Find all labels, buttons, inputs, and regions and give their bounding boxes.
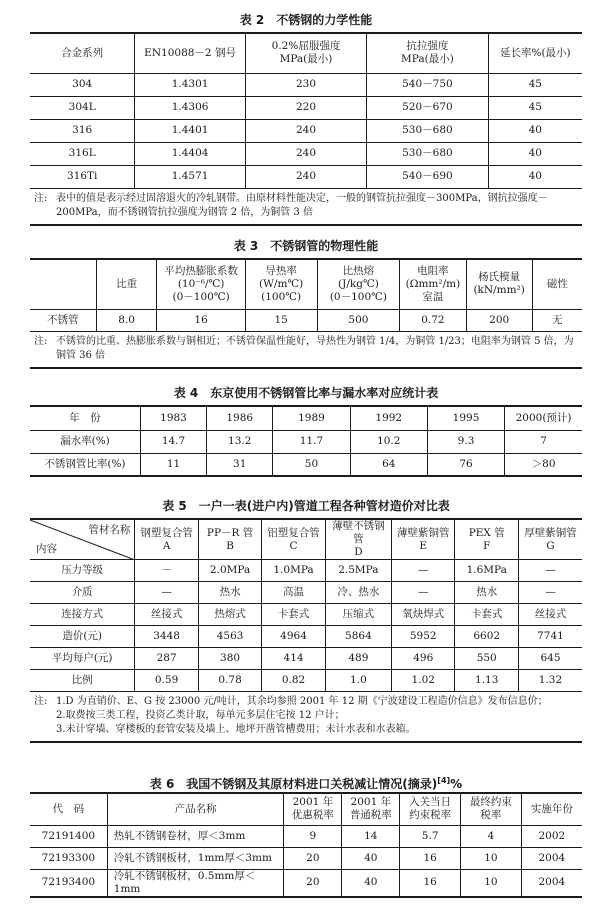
cell: ＞80	[505, 453, 582, 476]
cell: 200	[466, 309, 532, 331]
cell: 16	[400, 847, 461, 869]
cell: 3448	[135, 626, 198, 648]
material-name: PEX 管	[468, 526, 505, 539]
table6-header-cell: 2001 年 优惠税率	[284, 793, 342, 825]
cell: 冷轧不锈钢板材，1mm厚＜3mm	[107, 847, 284, 869]
cell: 热轧不锈钢卷材，厚＜3mm	[107, 825, 284, 847]
table3-header-cell: 比重	[96, 259, 157, 309]
cell: 520－670	[367, 96, 488, 119]
cell: 2004	[521, 847, 582, 869]
table6-header-cell: 产品名称	[107, 793, 284, 825]
cell: 漏水率(%)	[30, 430, 140, 453]
material-code: A	[162, 539, 171, 552]
table3-header-row	[30, 259, 582, 309]
table4-header-cell: 1995	[427, 406, 504, 430]
table6-header-row	[30, 793, 582, 825]
cell: 造价(元)	[30, 626, 135, 648]
cell: 介质	[30, 582, 135, 604]
table-row	[30, 825, 582, 847]
table5	[30, 518, 582, 743]
note-list	[56, 695, 576, 737]
cell: 1.02	[392, 670, 455, 692]
table6-header-cell: 代 码	[30, 793, 107, 825]
table4	[30, 405, 582, 477]
cell: 7	[505, 430, 582, 453]
cell: 40	[488, 142, 582, 165]
cell: 1.0MPa	[262, 560, 325, 582]
cell: 1.4401	[135, 119, 245, 142]
cell: 500	[317, 309, 400, 331]
cell: 压缩式	[325, 604, 391, 626]
cell: 316	[30, 119, 135, 142]
table6-header-cell: 实施年份	[521, 793, 582, 825]
cell: 240	[245, 142, 366, 165]
note-item: 1.D 为直销价、E、G 按 23000 元/吨计，其余均参照 2001 年 12 期《宁波建设工程造价信息》发布信息价；	[56, 696, 548, 707]
table3-header-cell: 磁性	[532, 259, 582, 309]
cell: 540－690	[367, 165, 488, 188]
cell: 0.78	[198, 670, 261, 692]
material-name: 薄壁不锈钢管	[332, 520, 385, 545]
table4-header-row	[30, 406, 582, 430]
cell: 高温	[262, 582, 325, 604]
cell: 20	[284, 869, 342, 897]
cell: 1.4306	[135, 96, 245, 119]
cell: 230	[245, 73, 366, 96]
cell: 热熔式	[198, 604, 261, 626]
cell: 287	[135, 648, 198, 670]
cell: 连接方式	[30, 604, 135, 626]
corner-bottom-label: 内容	[36, 543, 57, 555]
table6-title	[30, 773, 582, 792]
corner-top-label: 管材名称	[88, 524, 131, 536]
cell: 氧炔焊式	[392, 604, 455, 626]
table2-note	[30, 189, 582, 226]
table-row	[30, 670, 582, 692]
cell: 0.82	[262, 670, 325, 692]
cell: 卡套式	[262, 604, 325, 626]
cell: 76	[427, 453, 504, 476]
cell: 72193300	[30, 847, 107, 869]
table6-header-cell: 最终约束 税率	[461, 793, 522, 825]
cell: 不锈管	[30, 309, 96, 331]
cell: 无	[532, 309, 582, 331]
table6-title-text: 表 6 我国不锈钢及其原材料进口关税减让情况(摘录)	[149, 777, 438, 791]
cell: 2002	[521, 825, 582, 847]
material-name: 薄壁紫铜管	[397, 526, 450, 539]
table4-title: 表 4 东京使用不锈钢管比率与漏水率对应统计表	[173, 386, 439, 400]
cell: 550	[455, 648, 518, 670]
cell: 9.3	[427, 430, 504, 453]
cell: 5.7	[400, 825, 461, 847]
cell: 7741	[518, 626, 582, 648]
table5-note	[30, 692, 582, 743]
table2-header-cell: 延长率%(最小)	[488, 33, 582, 73]
cell: —	[518, 582, 582, 604]
cell: 1.32	[518, 670, 582, 692]
material-header	[262, 519, 325, 560]
table3-header-cell: 比热熔 (J/kg℃) (0－100℃)	[317, 259, 400, 309]
material-code: B	[226, 539, 234, 552]
cell: 14.7	[140, 430, 206, 453]
material-code: F	[483, 539, 491, 552]
note-item: 2.取费按三类工程，投资乙类计取，每单元多层住宅按 12 户计；	[56, 710, 345, 721]
cell: 380	[198, 648, 261, 670]
cell: 4964	[262, 626, 325, 648]
cell: 10	[461, 847, 522, 869]
cell: 496	[392, 648, 455, 670]
material-name: 铝塑复合管	[267, 526, 320, 539]
cell: 4563	[198, 626, 261, 648]
cell: 4	[461, 825, 522, 847]
cell: —	[135, 582, 198, 604]
material-header	[455, 519, 518, 560]
cell: 16	[400, 869, 461, 897]
table4-header-cell: 年 份	[30, 406, 140, 430]
table4-header-cell: 1986	[207, 406, 273, 430]
table-row	[30, 604, 582, 626]
cell: 不锈钢管比率(%)	[44, 457, 126, 470]
table3-header-cell: 杨氏模量 (kN/mm²)	[466, 259, 532, 309]
cell: 卡套式	[455, 604, 518, 626]
cell: －	[135, 560, 198, 582]
cell: 热水	[455, 582, 518, 604]
cell: 489	[325, 648, 391, 670]
table-row	[30, 582, 582, 604]
note-label: 注:	[34, 335, 48, 347]
table4-header-cell: 1983	[140, 406, 206, 430]
cell: 1.4571	[135, 165, 245, 188]
cell: 5864	[325, 626, 391, 648]
cell: 冷、热水	[325, 582, 391, 604]
cell: 11.7	[273, 430, 350, 453]
table-row	[30, 626, 582, 648]
cell: 比例	[30, 670, 135, 692]
cell: 40	[488, 119, 582, 142]
table5-title: 表 5 一户一表(进户内)管道工程各种管材造价对比表	[162, 499, 450, 513]
material-header	[325, 519, 391, 560]
table-row	[30, 847, 582, 869]
table-row	[30, 648, 582, 670]
table2-header-cell: 合金系列	[30, 33, 135, 73]
cell: 1.13	[455, 670, 518, 692]
material-header	[518, 519, 582, 560]
cell: 冷轧不锈钢板材，0.5mm厚＜1mm	[107, 869, 284, 897]
cell: 1.6MPa	[455, 560, 518, 582]
cell: —	[392, 582, 455, 604]
material-name: PP－R 管	[206, 526, 254, 539]
table2	[30, 32, 582, 226]
cell: 丝接式	[135, 604, 198, 626]
table2-title: 表 2 不锈钢的力学性能	[239, 13, 373, 27]
cell: 16	[157, 309, 245, 331]
cell: 0.59	[135, 670, 198, 692]
cell: 72193400	[41, 876, 96, 888]
material-header	[392, 519, 455, 560]
cell: 316L	[30, 142, 135, 165]
cell: 20	[284, 847, 342, 869]
table6	[30, 792, 582, 898]
cell: 10	[461, 869, 522, 897]
cell: 6602	[455, 626, 518, 648]
table4-header-cell: 2000(预计)	[505, 406, 582, 430]
cell: 540－750	[367, 73, 488, 96]
cell: 530－680	[367, 142, 488, 165]
table-row	[30, 309, 582, 331]
material-header	[198, 519, 261, 560]
table6-header-cell: 2001 年 普通税率	[342, 793, 400, 825]
note-label: 注:	[34, 696, 48, 707]
table2-header-cell: EN10088－2 钢号	[135, 33, 245, 73]
table-row	[30, 142, 582, 165]
cell: 50	[273, 453, 350, 476]
cell: 压力等级	[30, 560, 135, 582]
cell: 240	[245, 119, 366, 142]
cell: 2.0MPa	[198, 560, 261, 582]
cell: 31	[207, 453, 273, 476]
cell: 15	[245, 309, 317, 331]
table3-header-cell: 电阻率 (Ωmm²/m) 室温	[400, 259, 466, 309]
cell: 10.2	[350, 430, 427, 453]
material-code: E	[419, 539, 428, 552]
material-name: 厚壁紫铜管	[524, 526, 577, 539]
cell: 13.2	[207, 430, 273, 453]
cell: 11	[140, 453, 206, 476]
cell: 0.72	[400, 309, 466, 331]
note-label: 注:	[34, 192, 48, 204]
table4-header-cell: 1992	[350, 406, 427, 430]
cell: 304	[30, 73, 135, 96]
material-code: G	[546, 539, 555, 552]
cell: 1.0	[325, 670, 391, 692]
cell: —	[518, 560, 582, 582]
table5-corner-cell	[30, 519, 135, 560]
cell: 40	[342, 847, 400, 869]
table3-header-cell	[30, 259, 96, 309]
cell: 8.0	[96, 309, 157, 331]
note-text: 表中的值是表示经过固溶退火的冷轧钢带。由原材料性能决定，一般的钢管抗拉强度－300MPa，钢抗拉强度－200MPa，而不锈钢管抗拉强度为钢管 2 倍，为铜管 3 倍	[56, 192, 548, 218]
table3	[30, 258, 582, 369]
cell: 40	[488, 165, 582, 188]
material-code: C	[289, 539, 298, 552]
cell: 5952	[392, 626, 455, 648]
table2-header-cell: 抗拉强度 MPa(最小)	[367, 33, 488, 73]
cell: 240	[245, 165, 366, 188]
cell: 45	[488, 73, 582, 96]
cell: 2004	[521, 869, 582, 897]
table-row	[30, 165, 582, 188]
cell: 40	[342, 869, 400, 897]
cell: 45	[488, 96, 582, 119]
table-row	[30, 453, 582, 476]
table2-header-row	[30, 33, 582, 73]
table6-title-ref: [4]	[437, 776, 451, 785]
table6-title-unit: %	[450, 777, 463, 791]
cell: 1.4301	[135, 73, 245, 96]
cell: 14	[342, 825, 400, 847]
table6-header-cell: 入关当日 约束税率	[400, 793, 461, 825]
cell: 丝接式	[518, 604, 582, 626]
cell: 304L	[30, 96, 135, 119]
cell: 414	[262, 648, 325, 670]
cell: 64	[350, 453, 427, 476]
material-header	[135, 519, 198, 560]
table-row	[30, 119, 582, 142]
table2-header-cell: 0.2%屈服强度 MPa(最小)	[245, 33, 366, 73]
cell: 2.5MPa	[325, 560, 391, 582]
cell: 220	[245, 96, 366, 119]
table3-header-cell: 平均热膨胀系数 (10⁻⁶/℃) (0－100℃)	[157, 259, 245, 309]
material-name: 钢塑复合管	[140, 526, 193, 539]
table3-note	[30, 332, 582, 369]
cell: 530－680	[367, 119, 488, 142]
note-item: 3.未计穿墙、穿楼板的套管安装及墙上、地坪开凿管槽费用；未计水表和水表箱。	[56, 724, 416, 735]
note-text: 不锈管的比重、热膨胀系数与铜相近；不锈管保温性能好，导热性为钢管 1/4，为铜管 1/23；电阻率为钢管 5 倍，为铜管 36 倍	[56, 335, 574, 361]
cell: 645	[518, 648, 582, 670]
cell: 9	[284, 825, 342, 847]
table-row	[30, 430, 582, 453]
table-row	[30, 73, 582, 96]
table5-header-row	[30, 519, 582, 560]
table-row	[30, 560, 582, 582]
table-row	[30, 869, 582, 897]
cell: 1.4404	[135, 142, 245, 165]
cell: 热水	[198, 582, 261, 604]
table-row	[30, 96, 582, 119]
cell: 72191400	[30, 825, 107, 847]
cell: 316Ti	[30, 165, 135, 188]
cell: —	[392, 560, 455, 582]
material-code: D	[354, 546, 363, 558]
table4-header-cell: 1989	[273, 406, 350, 430]
cell: 平均每户(元)	[30, 648, 135, 670]
table3-header-cell: 导热率 (W/m℃) (100℃)	[245, 259, 317, 309]
table3-title: 表 3 不锈钢管的物理性能	[233, 239, 379, 253]
